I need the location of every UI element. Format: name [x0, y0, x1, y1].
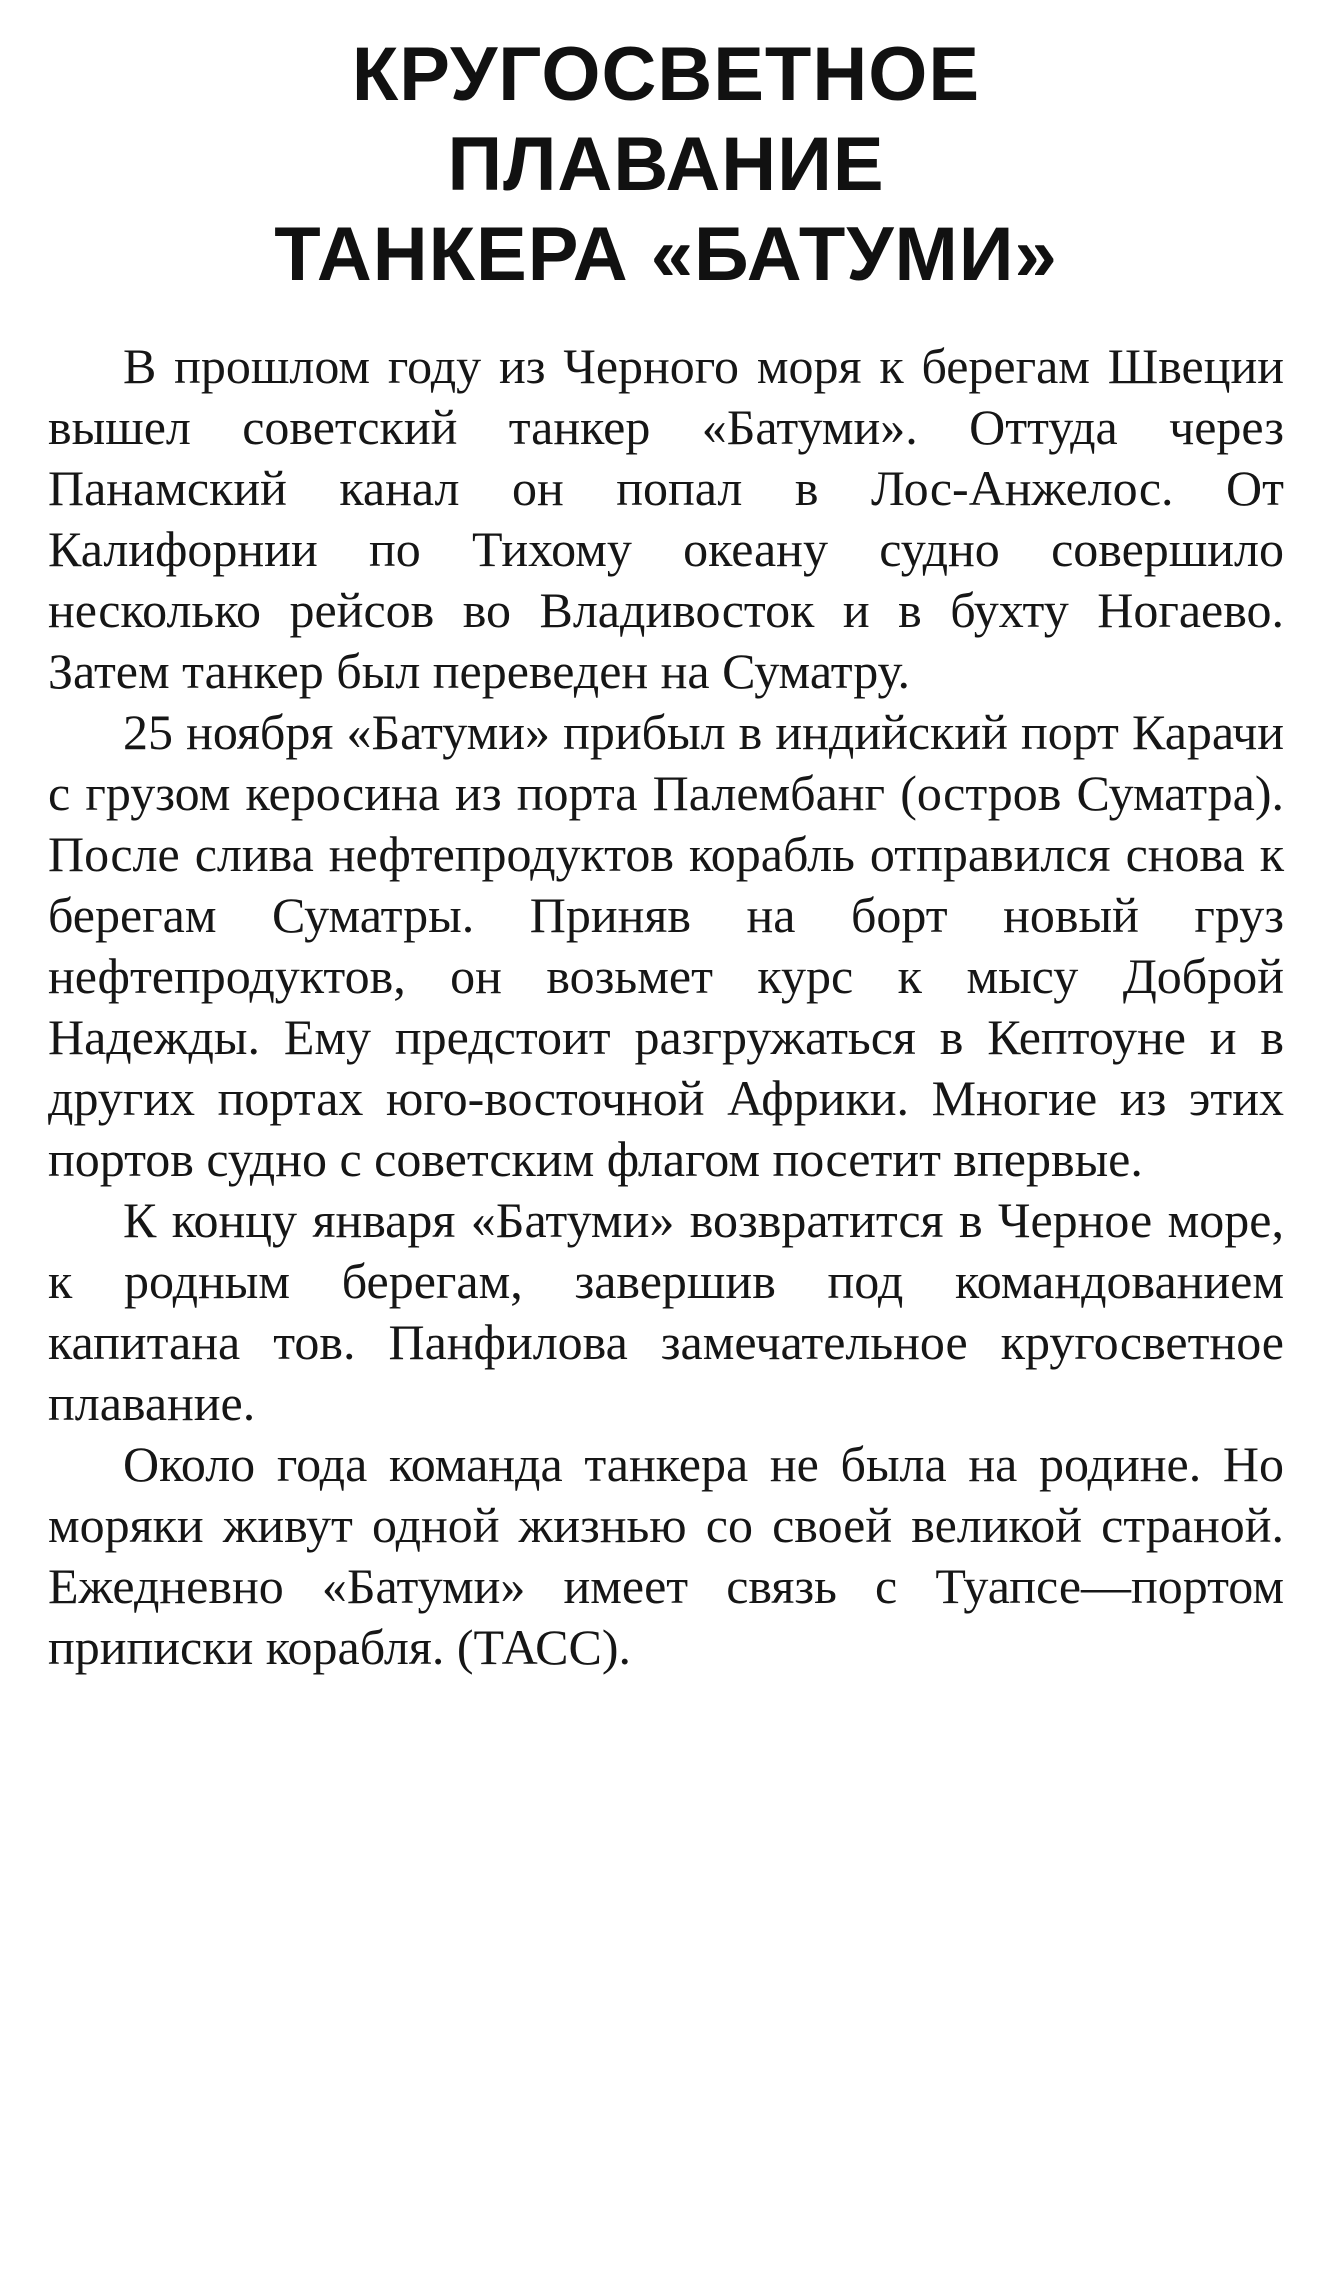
paragraph-3: К концу января «Батуми» возвратится в Черное море, к родным берегам, завершив под командованием капитана тов. Панфилова замечательное кругосветное плавание.	[48, 1192, 1284, 1431]
news-article	[48, 30, 1284, 1678]
headline-line-1: КРУГОСВЕТНОЕ	[351, 32, 981, 117]
paragraph-2: 25 ноября «Батуми» прибыл в индийский порт Карачи с грузом керосина из порта Палембанг (остров Суматра). После слива нефтепродуктов корабль отправился снова к берегам Суматры. Приняв на борт новый груз нефтепродуктов, он возьмет курс к мысу Доброй Надежды. Ему предстоит разгружаться в Кептоуне и в других портах юго-восточной Африки. Многие из этих портов судно с советским флагом посетит впервые.	[48, 704, 1284, 1187]
article-body	[48, 336, 1284, 1678]
headline-line-3: ТАНКЕРА «БАТУМИ»	[274, 212, 1058, 297]
headline-line-2: ПЛАВАНИЕ	[447, 122, 885, 207]
paragraph-1: В прошлом году из Черного моря к берегам Швеции вышел советский танкер «Батуми». Оттуда через Панамский канал он попал в Лос-Анжелос. От Калифорнии по Тихому океану судно совершило несколько рейсов во Владивосток и в бухту Ногаево. Затем танкер был переведен на Суматру.	[48, 338, 1284, 699]
paragraph-4: Около года команда танкера не была на родине. Но моряки живут одной жизнью со своей великой страной. Ежедневно «Батуми» имеет связь с Туапсе—портом приписки корабля. (ТАСС).	[48, 1436, 1284, 1675]
article-headline	[48, 30, 1284, 300]
